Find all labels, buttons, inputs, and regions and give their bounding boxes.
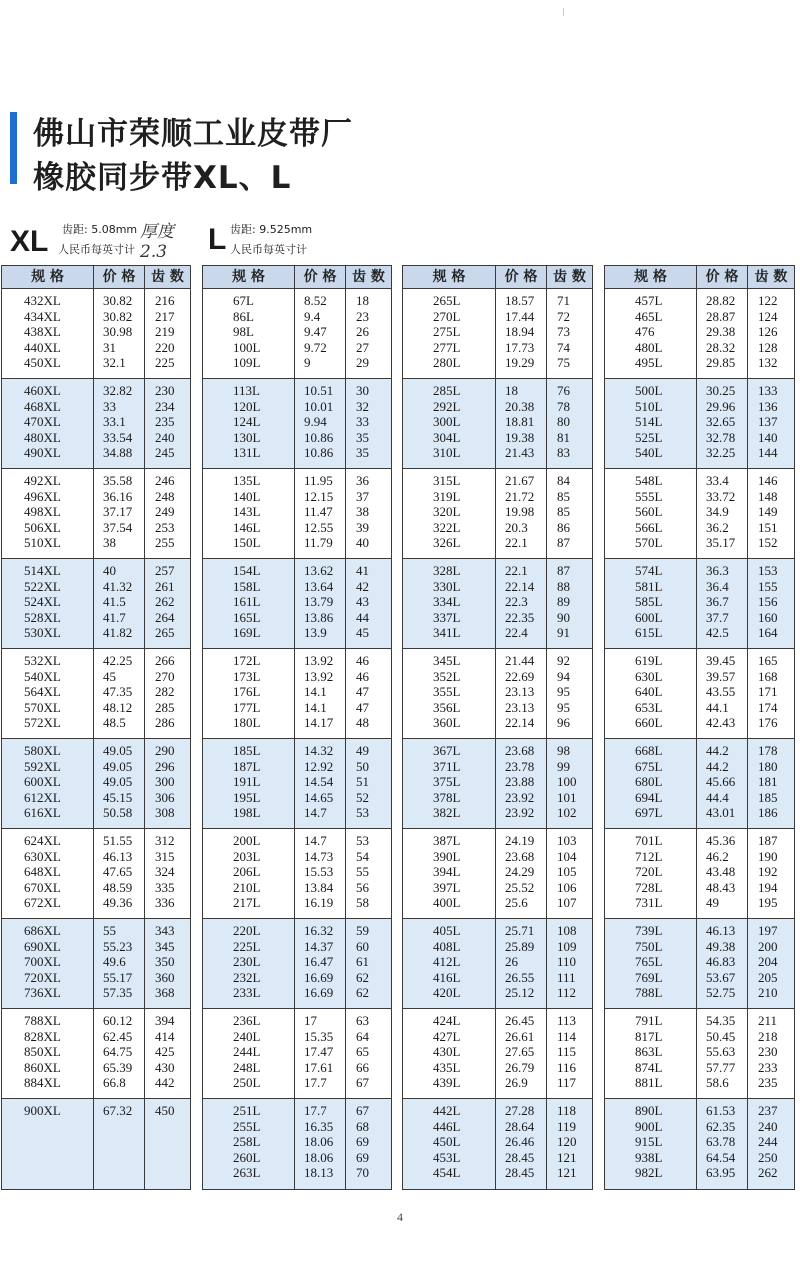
row-group xyxy=(203,559,391,649)
cell-spec: 548L 555L 560L 566L 570L xyxy=(605,469,697,558)
cell-teeth: 103 104 105 106 107 xyxy=(557,833,577,911)
cell-price: 46.13 49.38 46.83 53.67 52.75 xyxy=(697,919,748,1008)
row-group xyxy=(403,289,592,379)
header-teeth: 齿 数 xyxy=(151,269,184,285)
cell-price: 32.82 33 33.1 33.54 34.88 xyxy=(94,379,145,468)
cell-teeth: 122 124 126 128 132 xyxy=(758,293,778,371)
cell-spec: 251L 255L 258L 260L 263L xyxy=(203,1099,295,1189)
row-group xyxy=(2,829,190,919)
cell-teeth: 237 240 244 250 262 xyxy=(758,1103,778,1181)
row-group xyxy=(403,1009,592,1099)
cell-price: 51.55 46.13 47.65 48.59 49.36 xyxy=(94,829,145,918)
cell-price: 10.51 10.01 9.94 10.86 10.86 xyxy=(295,379,346,468)
table-header xyxy=(2,266,190,289)
cell-price: 22.1 22.14 22.3 22.35 22.4 xyxy=(496,559,547,648)
cell-price: 16.32 14.37 16.47 16.69 16.69 xyxy=(295,919,346,1008)
price-table-3 xyxy=(402,265,593,1190)
price-table-4 xyxy=(604,265,795,1190)
cell-price: 67.32 xyxy=(94,1099,145,1189)
cell-spec: 328L 330L 334L 337L 341L xyxy=(403,559,496,648)
cell-price: 11.95 12.15 11.47 12.55 11.79 xyxy=(295,469,346,558)
header-price: 价 格 xyxy=(496,266,547,288)
cell-price: 8.52 9.4 9.47 9.72 9 xyxy=(295,289,346,378)
title-accent-bar xyxy=(10,112,17,184)
header-spec: 规 格 xyxy=(203,266,295,288)
row-group xyxy=(203,919,391,1009)
cell-spec: 514XL 522XL 524XL 528XL 530XL xyxy=(2,559,94,648)
row-group xyxy=(403,829,592,919)
cell-price: 30.82 30.82 30.98 31 32.1 xyxy=(94,289,145,378)
cell-price: 55 55.23 49.6 55.17 57.35 xyxy=(94,919,145,1008)
header-price: 价 格 xyxy=(697,266,748,288)
row-group xyxy=(403,379,592,469)
cell-price: 60.12 62.45 64.75 65.39 66.8 xyxy=(94,1009,145,1098)
cell-teeth: 53 54 55 56 58 xyxy=(356,833,369,911)
cell-spec: 220L 225L 230L 232L 233L xyxy=(203,919,295,1008)
cell-price: 39.45 39.57 43.55 44.1 42.43 xyxy=(697,649,748,738)
cell-spec: 460XL 468XL 470XL 480XL 490XL xyxy=(2,379,94,468)
cell-price: 17 15.35 17.47 17.61 17.7 xyxy=(295,1009,346,1098)
cell-teeth: 71 72 73 74 75 xyxy=(557,293,570,371)
cell-price: 40 41.32 41.5 41.7 41.82 xyxy=(94,559,145,648)
cell-teeth: 216 217 219 220 225 xyxy=(155,293,175,371)
cell-teeth: 113 114 115 116 117 xyxy=(557,1013,577,1091)
header-teeth: 齿 数 xyxy=(553,269,586,285)
row-group xyxy=(605,379,794,469)
row-group xyxy=(2,379,190,469)
cell-spec: 739L 750L 765L 769L 788L xyxy=(605,919,697,1008)
cell-teeth: 30 32 33 35 35 xyxy=(356,383,369,461)
header-spec: 规 格 xyxy=(2,266,94,288)
cell-spec: 387L 390L 394L 397L 400L xyxy=(403,829,496,918)
cell-teeth: 92 94 95 95 96 xyxy=(557,653,570,731)
page-title: 佛山市荣顺工业皮带厂 xyxy=(33,116,353,152)
cell-teeth: 36 37 38 39 40 xyxy=(356,473,369,551)
cell-spec: 135L 140L 143L 146L 150L xyxy=(203,469,295,558)
cell-teeth: 87 88 89 90 91 xyxy=(557,563,570,641)
cell-price: 21.67 21.72 19.98 20.3 22.1 xyxy=(496,469,547,558)
l-code: L xyxy=(208,223,227,256)
cell-spec: 788XL 828XL 850XL 860XL 884XL xyxy=(2,1009,94,1098)
cell-spec: 345L 352L 355L 356L 360L xyxy=(403,649,496,738)
cell-price: 35.58 36.16 37.17 37.54 38 xyxy=(94,469,145,558)
cell-teeth: 76 78 80 81 83 xyxy=(557,383,570,461)
cell-spec: 574L 581L 585L 600L 615L xyxy=(605,559,697,648)
xl-price-note: 人民币每英寸计 xyxy=(58,243,135,256)
row-group xyxy=(605,559,794,649)
cell-teeth: 153 155 156 160 164 xyxy=(758,563,778,641)
cell-teeth: 59 60 61 62 62 xyxy=(356,923,369,1001)
row-group xyxy=(605,289,794,379)
cell-price: 17.7 16.35 18.06 18.06 18.13 xyxy=(295,1099,346,1189)
cell-spec: 580XL 592XL 600XL 612XL 616XL xyxy=(2,739,94,828)
row-group xyxy=(605,919,794,1009)
cell-spec: 424L 427L 430L 435L 439L xyxy=(403,1009,496,1098)
row-group xyxy=(2,559,190,649)
table-header xyxy=(203,266,391,289)
cell-spec: 172L 173L 176L 177L 180L xyxy=(203,649,295,738)
cell-teeth: 108 109 110 111 112 xyxy=(557,923,577,1001)
row-group xyxy=(2,289,190,379)
row-group xyxy=(203,289,391,379)
row-group xyxy=(605,649,794,739)
cell-spec: 701L 712L 720L 728L 731L xyxy=(605,829,697,918)
cell-spec: 367L 371L 375L 378L 382L xyxy=(403,739,496,828)
cell-spec: 113L 120L 124L 130L 131L xyxy=(203,379,295,468)
cell-price: 27.28 28.64 26.46 28.45 28.45 xyxy=(496,1099,547,1189)
cell-teeth: 394 414 425 430 442 xyxy=(155,1013,175,1091)
cell-price: 33.4 33.72 34.9 36.2 35.17 xyxy=(697,469,748,558)
cell-teeth: 246 248 249 253 255 xyxy=(155,473,175,551)
cell-spec: 686XL 690XL 700XL 720XL 736XL xyxy=(2,919,94,1008)
cell-teeth: 230 234 235 240 245 xyxy=(155,383,175,461)
cell-teeth: 84 85 85 86 87 xyxy=(557,473,570,551)
cell-spec: 791L 817L 863L 874L 881L xyxy=(605,1009,697,1098)
l-pitch: 齿距: 9.525mm xyxy=(230,223,313,236)
cell-price: 42.25 45 47.35 48.12 48.5 xyxy=(94,649,145,738)
cell-price: 61.53 62.35 63.78 64.54 63.95 xyxy=(697,1099,748,1189)
registration-mark xyxy=(563,8,564,16)
cell-spec: 405L 408L 412L 416L 420L xyxy=(403,919,496,1008)
cell-teeth: 98 99 100 101 102 xyxy=(557,743,577,821)
header-teeth: 齿 数 xyxy=(352,269,385,285)
price-table-2 xyxy=(202,265,392,1190)
cell-teeth: 450 xyxy=(155,1103,175,1118)
cell-spec: 432XL 434XL 438XL 440XL 450XL xyxy=(2,289,94,378)
row-group xyxy=(605,469,794,559)
cell-spec: 668L 675L 680L 694L 697L xyxy=(605,739,697,828)
table-header xyxy=(605,266,794,289)
cell-price: 49.05 49.05 49.05 45.15 50.58 xyxy=(94,739,145,828)
cell-price: 44.2 44.2 45.66 44.4 43.01 xyxy=(697,739,748,828)
header-spec: 规 格 xyxy=(605,266,697,288)
cell-price: 13.62 13.64 13.79 13.86 13.9 xyxy=(295,559,346,648)
cell-spec: 890L 900L 915L 938L 982L xyxy=(605,1099,697,1189)
xl-series-info xyxy=(0,215,200,265)
cell-spec: 532XL 540XL 564XL 570XL 572XL xyxy=(2,649,94,738)
row-group xyxy=(2,469,190,559)
cell-teeth: 41 42 43 44 45 xyxy=(356,563,369,641)
cell-spec: 624XL 630XL 648XL 670XL 672XL xyxy=(2,829,94,918)
xl-code: XL xyxy=(10,225,49,258)
cell-price: 25.71 25.89 26 26.55 25.12 xyxy=(496,919,547,1008)
row-group xyxy=(203,1099,391,1189)
table-header xyxy=(403,266,592,289)
header-price: 价 格 xyxy=(94,266,145,288)
row-group xyxy=(605,829,794,919)
row-group xyxy=(605,1099,794,1189)
header-teeth: 齿 数 xyxy=(754,269,788,285)
cell-spec: 900XL xyxy=(2,1099,94,1189)
cell-price: 23.68 23.78 23.88 23.92 23.92 xyxy=(496,739,547,828)
row-group xyxy=(203,649,391,739)
cell-price: 26.45 26.61 27.65 26.79 26.9 xyxy=(496,1009,547,1098)
cell-price: 18 20.38 18.81 19.38 21.43 xyxy=(496,379,547,468)
cell-price: 13.92 13.92 14.1 14.1 14.17 xyxy=(295,649,346,738)
cell-price: 30.25 29.96 32.65 32.78 32.25 xyxy=(697,379,748,468)
row-group xyxy=(2,919,190,1009)
page-subtitle: 橡胶同步带XL、L xyxy=(33,160,292,196)
cell-spec: 492XL 496XL 498XL 506XL 510XL xyxy=(2,469,94,558)
cell-price: 24.19 23.68 24.29 25.52 25.6 xyxy=(496,829,547,918)
row-group xyxy=(403,919,592,1009)
cell-spec: 185L 187L 191L 195L 198L xyxy=(203,739,295,828)
l-series-info xyxy=(200,215,400,265)
row-group xyxy=(2,1099,190,1189)
cell-price: 45.36 46.2 43.48 48.43 49 xyxy=(697,829,748,918)
cell-spec: 619L 630L 640L 653L 660L xyxy=(605,649,697,738)
row-group xyxy=(2,739,190,829)
page-number: 4 xyxy=(397,1210,403,1224)
cell-spec: 457L 465L 476 480L 495L xyxy=(605,289,697,378)
row-group xyxy=(2,649,190,739)
cell-teeth: 312 315 324 335 336 xyxy=(155,833,175,911)
cell-price: 14.7 14.73 15.53 13.84 16.19 xyxy=(295,829,346,918)
cell-spec: 265L 270L 275L 277L 280L xyxy=(403,289,496,378)
cell-teeth: 18 23 26 27 29 xyxy=(356,293,369,371)
cell-price: 36.3 36.4 36.7 37.7 42.5 xyxy=(697,559,748,648)
cell-spec: 154L 158L 161L 165L 169L xyxy=(203,559,295,648)
cell-teeth: 257 261 262 264 265 xyxy=(155,563,175,641)
cell-teeth: 63 64 65 66 67 xyxy=(356,1013,369,1091)
row-group xyxy=(203,739,391,829)
cell-teeth: 187 190 192 194 195 xyxy=(758,833,778,911)
cell-teeth: 67 68 69 69 70 xyxy=(356,1103,369,1181)
row-group xyxy=(203,829,391,919)
l-price-note: 人民币每英寸计 xyxy=(230,243,307,256)
cell-teeth: 133 136 137 140 144 xyxy=(758,383,778,461)
row-group xyxy=(403,469,592,559)
cell-spec: 67L 86L 98L 100L 109L xyxy=(203,289,295,378)
cell-spec: 315L 319L 320L 322L 326L xyxy=(403,469,496,558)
row-group xyxy=(403,1099,592,1189)
row-group xyxy=(403,739,592,829)
price-table-1 xyxy=(1,265,191,1190)
cell-teeth: 46 46 47 47 48 xyxy=(356,653,369,731)
cell-spec: 236L 240L 244L 248L 250L xyxy=(203,1009,295,1098)
row-group xyxy=(203,1009,391,1099)
cell-spec: 285L 292L 300L 304L 310L xyxy=(403,379,496,468)
handwritten-signature: 厚度2.3 xyxy=(140,222,174,262)
cell-price: 21.44 22.69 23.13 23.13 22.14 xyxy=(496,649,547,738)
cell-teeth: 197 200 204 205 210 xyxy=(758,923,778,1001)
cell-teeth: 178 180 181 185 186 xyxy=(758,743,778,821)
row-group xyxy=(605,739,794,829)
cell-price: 18.57 17.44 18.94 17.73 19.29 xyxy=(496,289,547,378)
row-group xyxy=(403,559,592,649)
cell-teeth: 343 345 350 360 368 xyxy=(155,923,175,1001)
cell-spec: 442L 446L 450L 453L 454L xyxy=(403,1099,496,1189)
header-spec: 规 格 xyxy=(403,266,496,288)
cell-teeth: 211 218 230 233 235 xyxy=(758,1013,778,1091)
header-price: 价 格 xyxy=(295,266,346,288)
cell-teeth: 118 119 120 121 121 xyxy=(557,1103,577,1181)
row-group xyxy=(403,649,592,739)
cell-teeth: 165 168 171 174 176 xyxy=(758,653,778,731)
cell-teeth: 146 148 149 151 152 xyxy=(758,473,778,551)
cell-teeth: 266 270 282 285 286 xyxy=(155,653,175,731)
row-group xyxy=(2,1009,190,1099)
cell-spec: 500L 510L 514L 525L 540L xyxy=(605,379,697,468)
cell-teeth: 290 296 300 306 308 xyxy=(155,743,175,821)
cell-price: 28.82 28.87 29.38 28.32 29.85 xyxy=(697,289,748,378)
cell-teeth: 49 50 51 52 53 xyxy=(356,743,369,821)
row-group xyxy=(605,1009,794,1099)
cell-spec: 200L 203L 206L 210L 217L xyxy=(203,829,295,918)
row-group xyxy=(203,379,391,469)
xl-pitch: 齿距: 5.08mm xyxy=(62,223,138,236)
cell-price: 54.35 50.45 55.63 57.77 58.6 xyxy=(697,1009,748,1098)
cell-price: 14.32 12.92 14.54 14.65 14.7 xyxy=(295,739,346,828)
row-group xyxy=(203,469,391,559)
